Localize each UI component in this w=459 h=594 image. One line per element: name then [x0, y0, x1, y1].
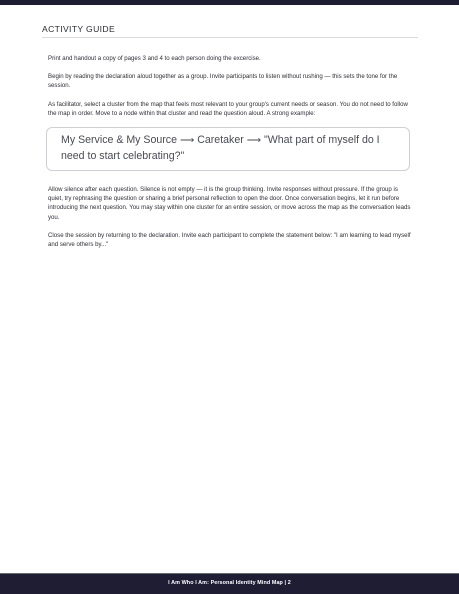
arrow-icon: ⟶ — [179, 135, 195, 147]
example-box — [46, 127, 410, 171]
paragraph-facilitator: As facilitator, select a cluster from the map that feels most relevant to your group's current needs or season. You do not need to follow the map in order. Move to a node within that cluster and read the question aloud. A strong example: — [48, 100, 408, 117]
example-cluster: My Service & My Source — [61, 134, 177, 147]
paragraph-silence: Allow silence after each question. Silence is not empty — it is the group thinking. Invite responses without pressure. If the group is quiet, try rephrasing the question or sharing a brief personal reflection to open the door. Once conversation begins, let it run before introducing the next question. You may stay within one cluster for an entire session, or move across the map as the conversation leads you. — [48, 186, 411, 221]
paragraph-close: Close the session by returning to the declaration. Invite each participant to complete the statement below: "I am learning to lead myself and serve others by..." — [48, 231, 411, 249]
page-footer — [0, 573, 459, 594]
page-title: ACTIVITY GUIDE — [42, 24, 116, 34]
arrow-icon: ⟶ — [246, 135, 262, 147]
example-node: Caretaker — [197, 134, 244, 147]
footer-text: I Am Who I Am: Personal Identity Mind Map | 2 — [168, 580, 291, 586]
activity-guide-body — [48, 54, 414, 258]
top-bar — [0, 0, 459, 5]
paragraph-print: Print and handout a copy of pages 3 and 4 to each person doing the excercise. — [48, 55, 261, 62]
example-question: "What part of myself do I need to start celebrating?" — [61, 134, 380, 162]
paragraph-declaration: Begin by reading the declaration aloud together as a group. Invite participants to listen without rushing — this sets the tone for the session. — [48, 73, 398, 90]
header-divider — [42, 37, 418, 38]
page-header — [42, 24, 418, 38]
